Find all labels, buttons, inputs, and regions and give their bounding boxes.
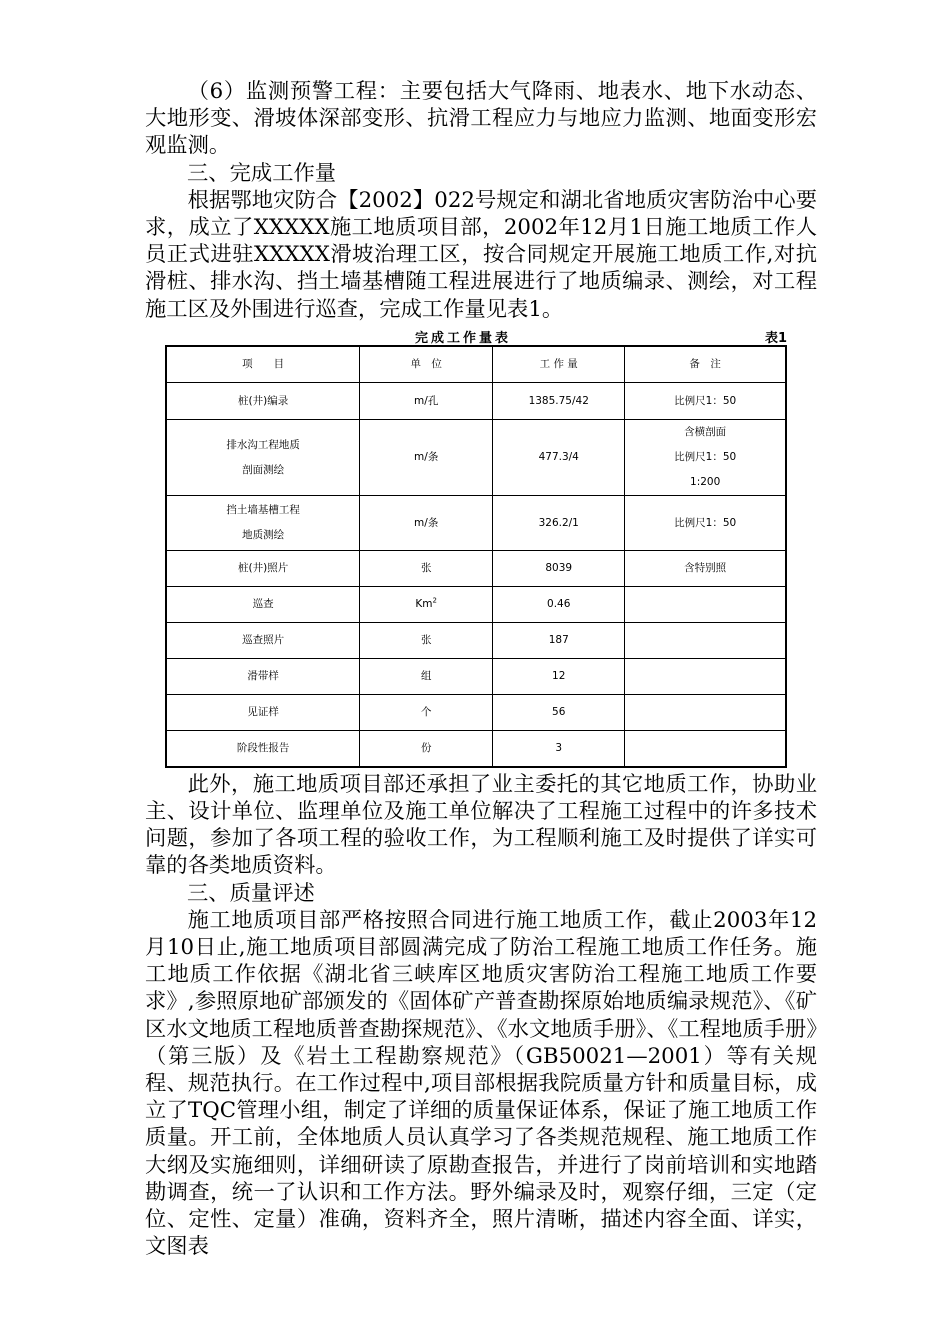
cell-unit: 张 [360, 623, 493, 659]
header-unit: 单 位 [360, 346, 493, 383]
cell-item: 巡查照片 [166, 623, 360, 659]
cell-amount: 326.2/1 [493, 496, 625, 551]
cell-item [166, 420, 360, 496]
cell-item-line: 剖面测绘 [242, 463, 285, 476]
header-amount: 工 作 量 [493, 346, 625, 383]
cell-note: 含特别照 [625, 551, 786, 587]
cell-note-line: 含横剖面 [684, 426, 727, 439]
table-row [166, 420, 786, 496]
cell-item: 阶段性报告 [166, 731, 360, 767]
cell-item-line: 排水沟工程地质 [226, 438, 300, 451]
cell-item: 巡查 [166, 587, 360, 623]
cell-note [625, 587, 786, 623]
cell-amount: 477.3/4 [493, 420, 625, 496]
header-item: 项 目 [166, 346, 360, 383]
cell-note-line: 1:200 [690, 476, 721, 489]
cell-note: 比例尺1：50 [625, 496, 786, 551]
cell-note [625, 731, 786, 767]
cell-unit: m/条 [360, 420, 493, 496]
document-page [145, 78, 817, 1260]
cell-note [625, 420, 786, 496]
table-row [166, 659, 786, 695]
cell-amount: 12 [493, 659, 625, 695]
quality-paragraph: 施工地质项目部严格按照合同进行施工地质工作，截止2003年12月10日止,施工地质项目部圆满完成了防治工程施工地质工作任务。施工地质工作依据《湖北省三峡库区地质灾害防治工程施工地质工作要求》,参照原地矿部颁发的《固体矿产普查勘探原始地质编录规范》、《矿区水文地质工程地质普查勘探规范》、《水文地质手册》、《工程地质手册》（第三版）及《岩土工程勘察规范》（GB50021—2001）等有关规程、规范执行。在工作过程中,项目部根据我院质量方针和质量目标，成立了TQC管理小组，制定了详细的质量保证体系，保证了施工地质工作质量。开工前，全体地质人员认真学习了各类规范规程、施工地质工作大纲及实施细则，详细研读了原勘查报告，并进行了岗前培训和实地踏勘调查，统一了认识和工作方法。野外编录及时，观察仔细，三定（定位、定性、定量）准确，资料齐全，照片清晰，描述内容全面、详实，文图表 [145, 907, 817, 1260]
cell-unit [360, 587, 493, 623]
table-row [166, 496, 786, 551]
cell-unit: m/孔 [360, 383, 493, 420]
table-row [166, 587, 786, 623]
table-row [166, 623, 786, 659]
cell-amount: 56 [493, 695, 625, 731]
table-number: 表1 [764, 330, 787, 346]
cell-item: 见证样 [166, 695, 360, 731]
cell-unit: 份 [360, 731, 493, 767]
cell-note [625, 695, 786, 731]
cell-note: 比例尺1：50 [625, 383, 786, 420]
table-caption [145, 325, 817, 345]
cell-unit: 张 [360, 551, 493, 587]
cell-item [166, 496, 360, 551]
monitoring-paragraph: （6）监测预警工程：主要包括大气降雨、地表水、地下水动态、大地形变、滑坡体深部变形、抗滑工程应力与地应力监测、地面变形宏观监测。 [145, 79, 817, 159]
table-header-row [166, 346, 786, 383]
workload-paragraph: 根据鄂地灾防合【2002】022号规定和湖北省地质灾害防治中心要求，成立了XXXXX施工地质项目部，2002年12月1日施工地质工作人员正式进驻XXXXX滑坡治理工区，按合同规定开展施工地质工作,对抗滑桩、排水沟、挡土墙基槽随工程进展进行了地质编录、测绘，对工程施工区及外围进行巡查，完成工作量见表1。 [145, 187, 817, 322]
cell-amount: 3 [493, 731, 625, 767]
header-note: 备 注 [625, 346, 786, 383]
cell-item: 滑带样 [166, 659, 360, 695]
workload-table [165, 345, 787, 768]
workload-heading: 三、完成工作量 [187, 160, 337, 186]
quality-heading: 三、质量评述 [187, 880, 315, 906]
cell-item-line: 地质测绘 [242, 529, 285, 542]
table-title: 完成工作量表 [415, 330, 512, 346]
after-table-paragraph: 此外，施工地质项目部还承担了业主委托的其它地质工作，协助业主、设计单位、监理单位及施工单位解决了工程施工过程中的许多技术问题，参加了各项工程的验收工作，为工程顺利施工及时提供了详实可靠的各类地质资料。 [145, 771, 817, 879]
cell-note [625, 623, 786, 659]
cell-item: 桩(井)编录 [166, 383, 360, 420]
table-row [166, 731, 786, 767]
cell-unit: 个 [360, 695, 493, 731]
cell-amount: 187 [493, 623, 625, 659]
cell-note-line: 比例尺1：50 [674, 451, 737, 464]
table-row [166, 695, 786, 731]
cell-unit: 组 [360, 659, 493, 695]
cell-item: 桩(井)照片 [166, 551, 360, 587]
unit-text: Km [415, 598, 433, 611]
cell-amount: 1385.75/42 [493, 383, 625, 420]
cell-amount: 8039 [493, 551, 625, 587]
cell-note [625, 659, 786, 695]
table-row [166, 383, 786, 420]
table-row [166, 551, 786, 587]
unit-superscript: 2 [432, 596, 437, 605]
cell-unit: m/条 [360, 496, 493, 551]
cell-item-line: 挡土墙基槽工程 [226, 504, 300, 517]
cell-amount: 0.46 [493, 587, 625, 623]
